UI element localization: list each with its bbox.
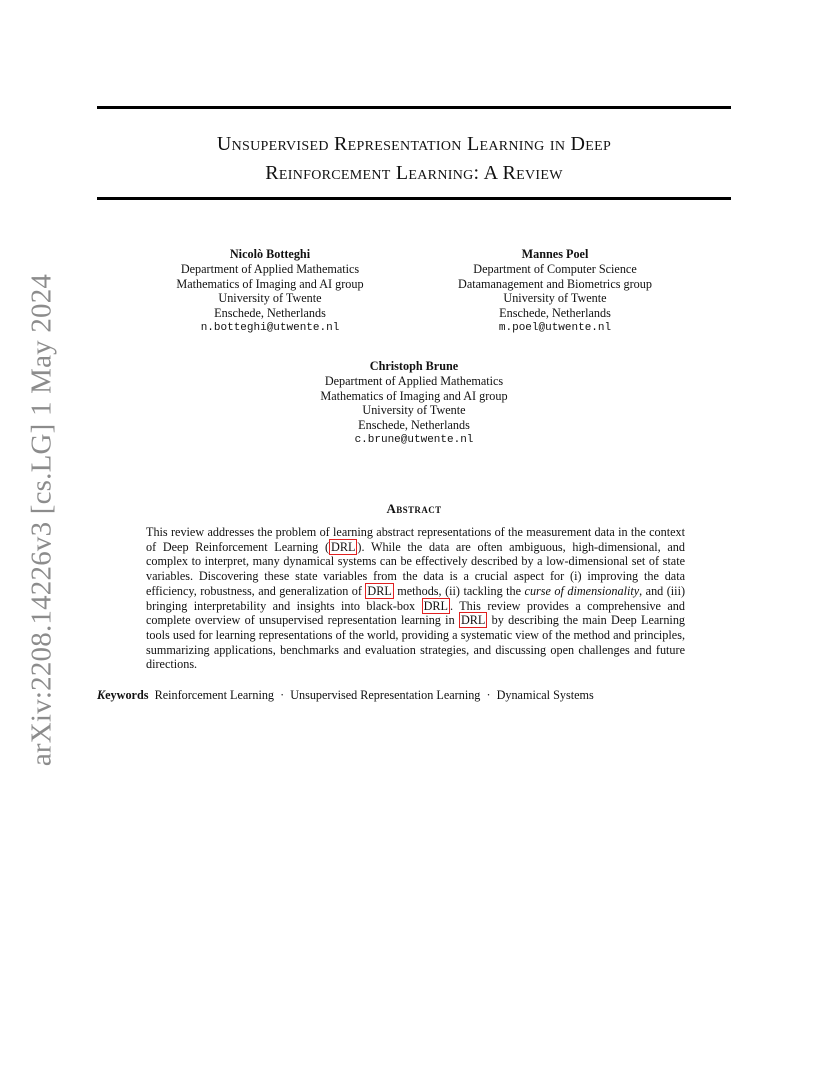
title-line-1: Unsupervised Representation Learning in Deep [216,133,612,155]
title-line-2: Reinforcement Learning: A Review [265,162,563,184]
author-department: Department of Applied Mathematics [324,373,504,388]
keyword-separator: · [280,688,285,702]
abstract-emphasis: curse of dimensionality [524,583,640,598]
author-name: Mannes Poel [521,247,589,261]
author-department: Department of Computer Science [473,261,637,276]
author-name: Christoph Brune [369,359,459,373]
arxiv-identifier-stamp: arXiv:2208.14226v3 [cs.LG] 1 May 2024 [25,273,58,767]
author-block [150,247,390,336]
author-university: University of Twente [362,403,466,418]
abstract-heading: Abstract [386,501,442,516]
author-email[interactable]: m.poel@utwente.nl [498,321,612,334]
keywords-label-initial: K [97,688,106,702]
author-name: Nicolò Botteghi [229,247,311,261]
abstract-segment: methods, (ii) tackling the [393,583,525,598]
abstract-segment: ). While the data are often ambiguous, high-dimensional, and complex to interpret, many dynamical systems can be effectively described by a low-dimensional set of state variables. Discovering these state variables from the data is a crucial aspect for (i) improving the data efficiency, robustness, and generalization of [146,539,685,598]
author-university: University of Twente [503,291,607,306]
abstract-segment: by describing the main Deep Learning tools used for learning representations of the world, providing a systematic view of the method and principles, summarizing applications, benchmarks and evaluation strategies, and discussing open challenges and future directions. [146,613,686,672]
keyword-item: Reinforcement Learning [154,688,275,702]
author-location: Enschede, Netherlands [358,418,470,433]
keywords-label-rest: eywords [105,688,149,702]
author-group: Mathematics of Imaging and AI group [176,276,364,291]
author-university: University of Twente [218,291,322,306]
acronym-link[interactable]: DRL [367,583,392,598]
abstract-segment: This review addresses the problem of learning abstract representations of the measurement data in the context of Deep Reinforcement Learning ( [146,525,685,554]
abstract-text [146,525,685,672]
abstract-segment: , and (iii) bringing interpretability and insights into black-box [146,583,686,613]
abstract-segment: . This review provides a comprehensive and complete overview of unsupervised representation learning in [146,598,685,628]
title-top-rule [97,106,731,109]
acronym-link[interactable]: DRL [331,539,356,554]
author-department: Department of Applied Mathematics [180,261,360,276]
author-email[interactable]: n.botteghi@utwente.nl [200,321,340,334]
acronym-link[interactable]: DRL [423,598,448,613]
author-group: Datamanagement and Biometrics group [458,276,652,291]
acronym-link[interactable]: DRL [460,613,486,628]
keyword-item: Dynamical Systems [496,688,594,702]
author-location: Enschede, Netherlands [499,306,611,321]
paper-title [97,130,731,188]
keyword-separator: · [486,688,491,702]
author-email[interactable]: c.brune@utwente.nl [354,433,474,446]
title-bottom-rule [97,197,731,200]
author-group: Mathematics of Imaging and AI group [320,388,508,403]
keywords-line [97,688,737,703]
author-block [430,247,680,336]
keyword-item: Unsupervised Representation Learning [290,688,481,702]
author-location: Enschede, Netherlands [214,306,326,321]
author-block [294,359,534,448]
keywords-label [97,688,148,702]
